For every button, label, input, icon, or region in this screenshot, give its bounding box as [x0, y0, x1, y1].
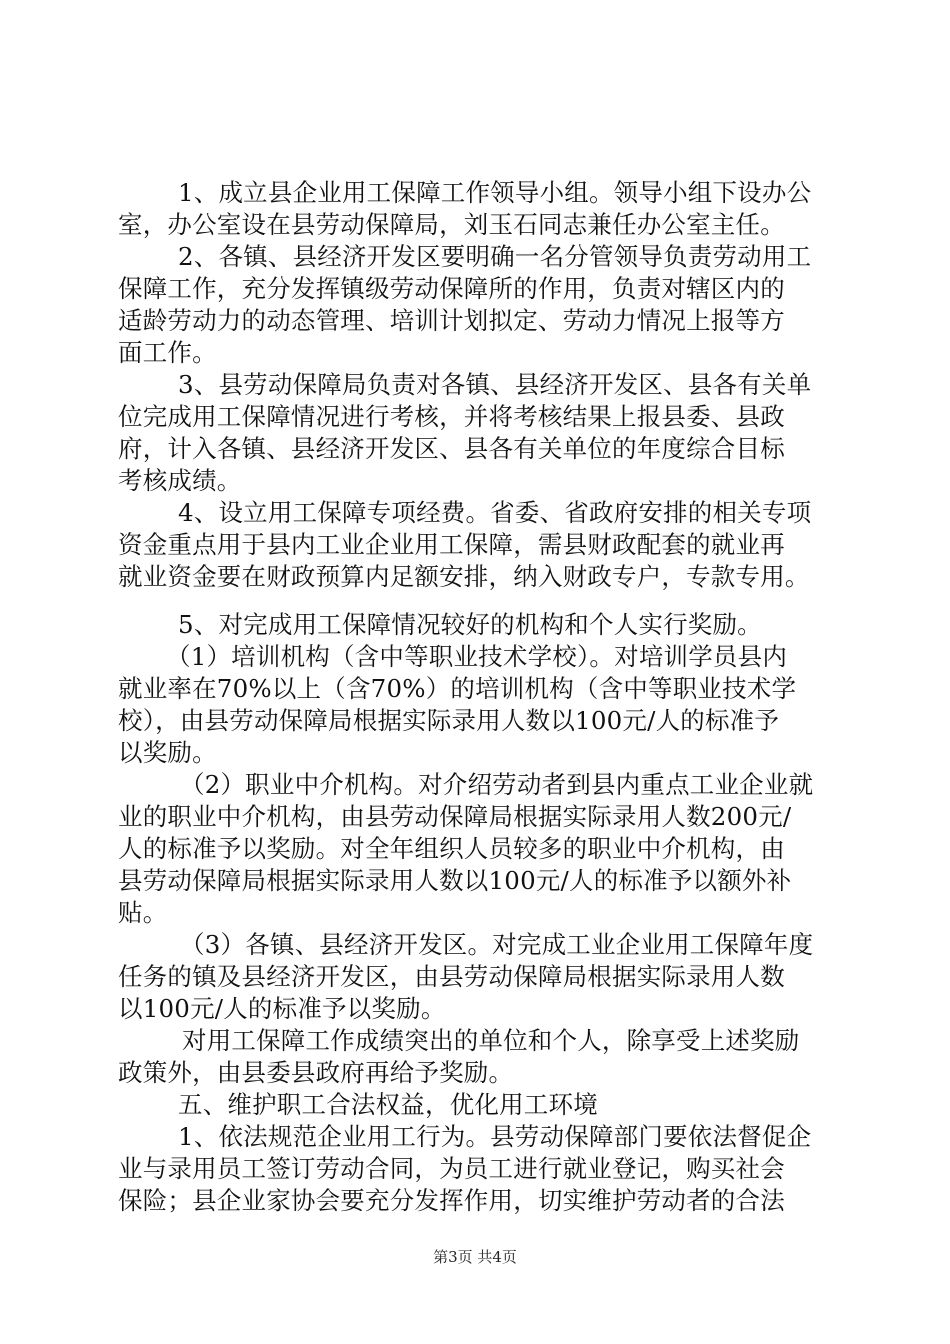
- para-line: 以奖励。: [118, 738, 217, 767]
- para-line: 面工作。: [118, 338, 217, 367]
- para-line: 县劳动保障局根据实际录用人数以100元/人的标准予以额外补: [118, 866, 792, 895]
- para-line: 校），由县劳动保障局根据实际录用人数以100元/人的标准予: [118, 706, 780, 735]
- para-line: 3、县劳动保障局负责对各镇、县经济开发区、县各有关单: [178, 370, 812, 399]
- para-line: 位完成用工保障情况进行考核，并将考核结果上报县委、县政: [118, 402, 785, 431]
- para-line: 5、对完成用工保障情况较好的机构和个人实行奖励。: [178, 610, 762, 639]
- para-line: 考核成绩。: [118, 466, 242, 495]
- para-line: 就业率在70%以上（含70%）的培训机构（含中等职业技术学: [118, 674, 797, 703]
- para-line: 4、设立用工保障专项经费。省委、省政府安排的相关专项: [178, 498, 812, 527]
- para-line: 业的职业中介机构，由县劳动保障局根据实际录用人数200元/: [118, 802, 792, 831]
- para-line: 业与录用员工签订劳动合同，为员工进行就业登记，购买社会: [118, 1154, 785, 1183]
- para-line: 贴。: [118, 898, 168, 927]
- page-number-footer: 第3页 共4页: [433, 1248, 517, 1266]
- para-line: 人的标准予以奖励。对全年组织人员较多的职业中介机构，由: [118, 834, 785, 863]
- para-line: 对用工保障工作成绩突出的单位和个人，除享受上述奖励: [182, 1026, 800, 1055]
- para-line: 府，计入各镇、县经济开发区、县各有关单位的年度综合目标: [118, 434, 785, 463]
- para-line: 室，办公室设在县劳动保障局，刘玉石同志兼任办公室主任。: [118, 210, 785, 239]
- para-line: 就业资金要在财政预算内足额安排，纳入财政专户，专款专用。: [118, 562, 810, 591]
- para-line: 以100元/人的标准予以奖励。: [118, 994, 446, 1023]
- para-line: 资金重点用于县内工业企业用工保障，需县财政配套的就业再: [118, 530, 785, 559]
- para-line: 保障工作，充分发挥镇级劳动保障所的作用，负责对辖区内的: [118, 274, 785, 303]
- para-line: （2）职业中介机构。对介绍劳动者到县内重点工业企业就: [180, 770, 814, 799]
- para-line: 1、依法规范企业用工行为。县劳动保障部门要依法督促企: [178, 1122, 812, 1151]
- para-line: 政策外，由县委县政府再给予奖励。: [118, 1058, 514, 1087]
- para-line: （1）培训机构（含中等职业技术学校）。对培训学员县内: [166, 642, 788, 671]
- para-line: 五、维护职工合法权益，优化用工环境: [178, 1090, 598, 1119]
- para-line: 任务的镇及县经济开发区，由县劳动保障局根据实际录用人数: [118, 962, 785, 991]
- para-line: 保险；县企业家协会要充分发挥作用，切实维护劳动者的合法: [118, 1186, 785, 1215]
- para-line: 适龄劳动力的动态管理、培训计划拟定、劳动力情况上报等方: [118, 306, 785, 335]
- para-line: 2、各镇、县经济开发区要明确一名分管领导负责劳动用工: [178, 242, 812, 271]
- para-line: 1、成立县企业用工保障工作领导小组。领导小组下设办公: [178, 178, 812, 207]
- para-line: （3）各镇、县经济开发区。对完成工业企业用工保障年度: [180, 930, 814, 959]
